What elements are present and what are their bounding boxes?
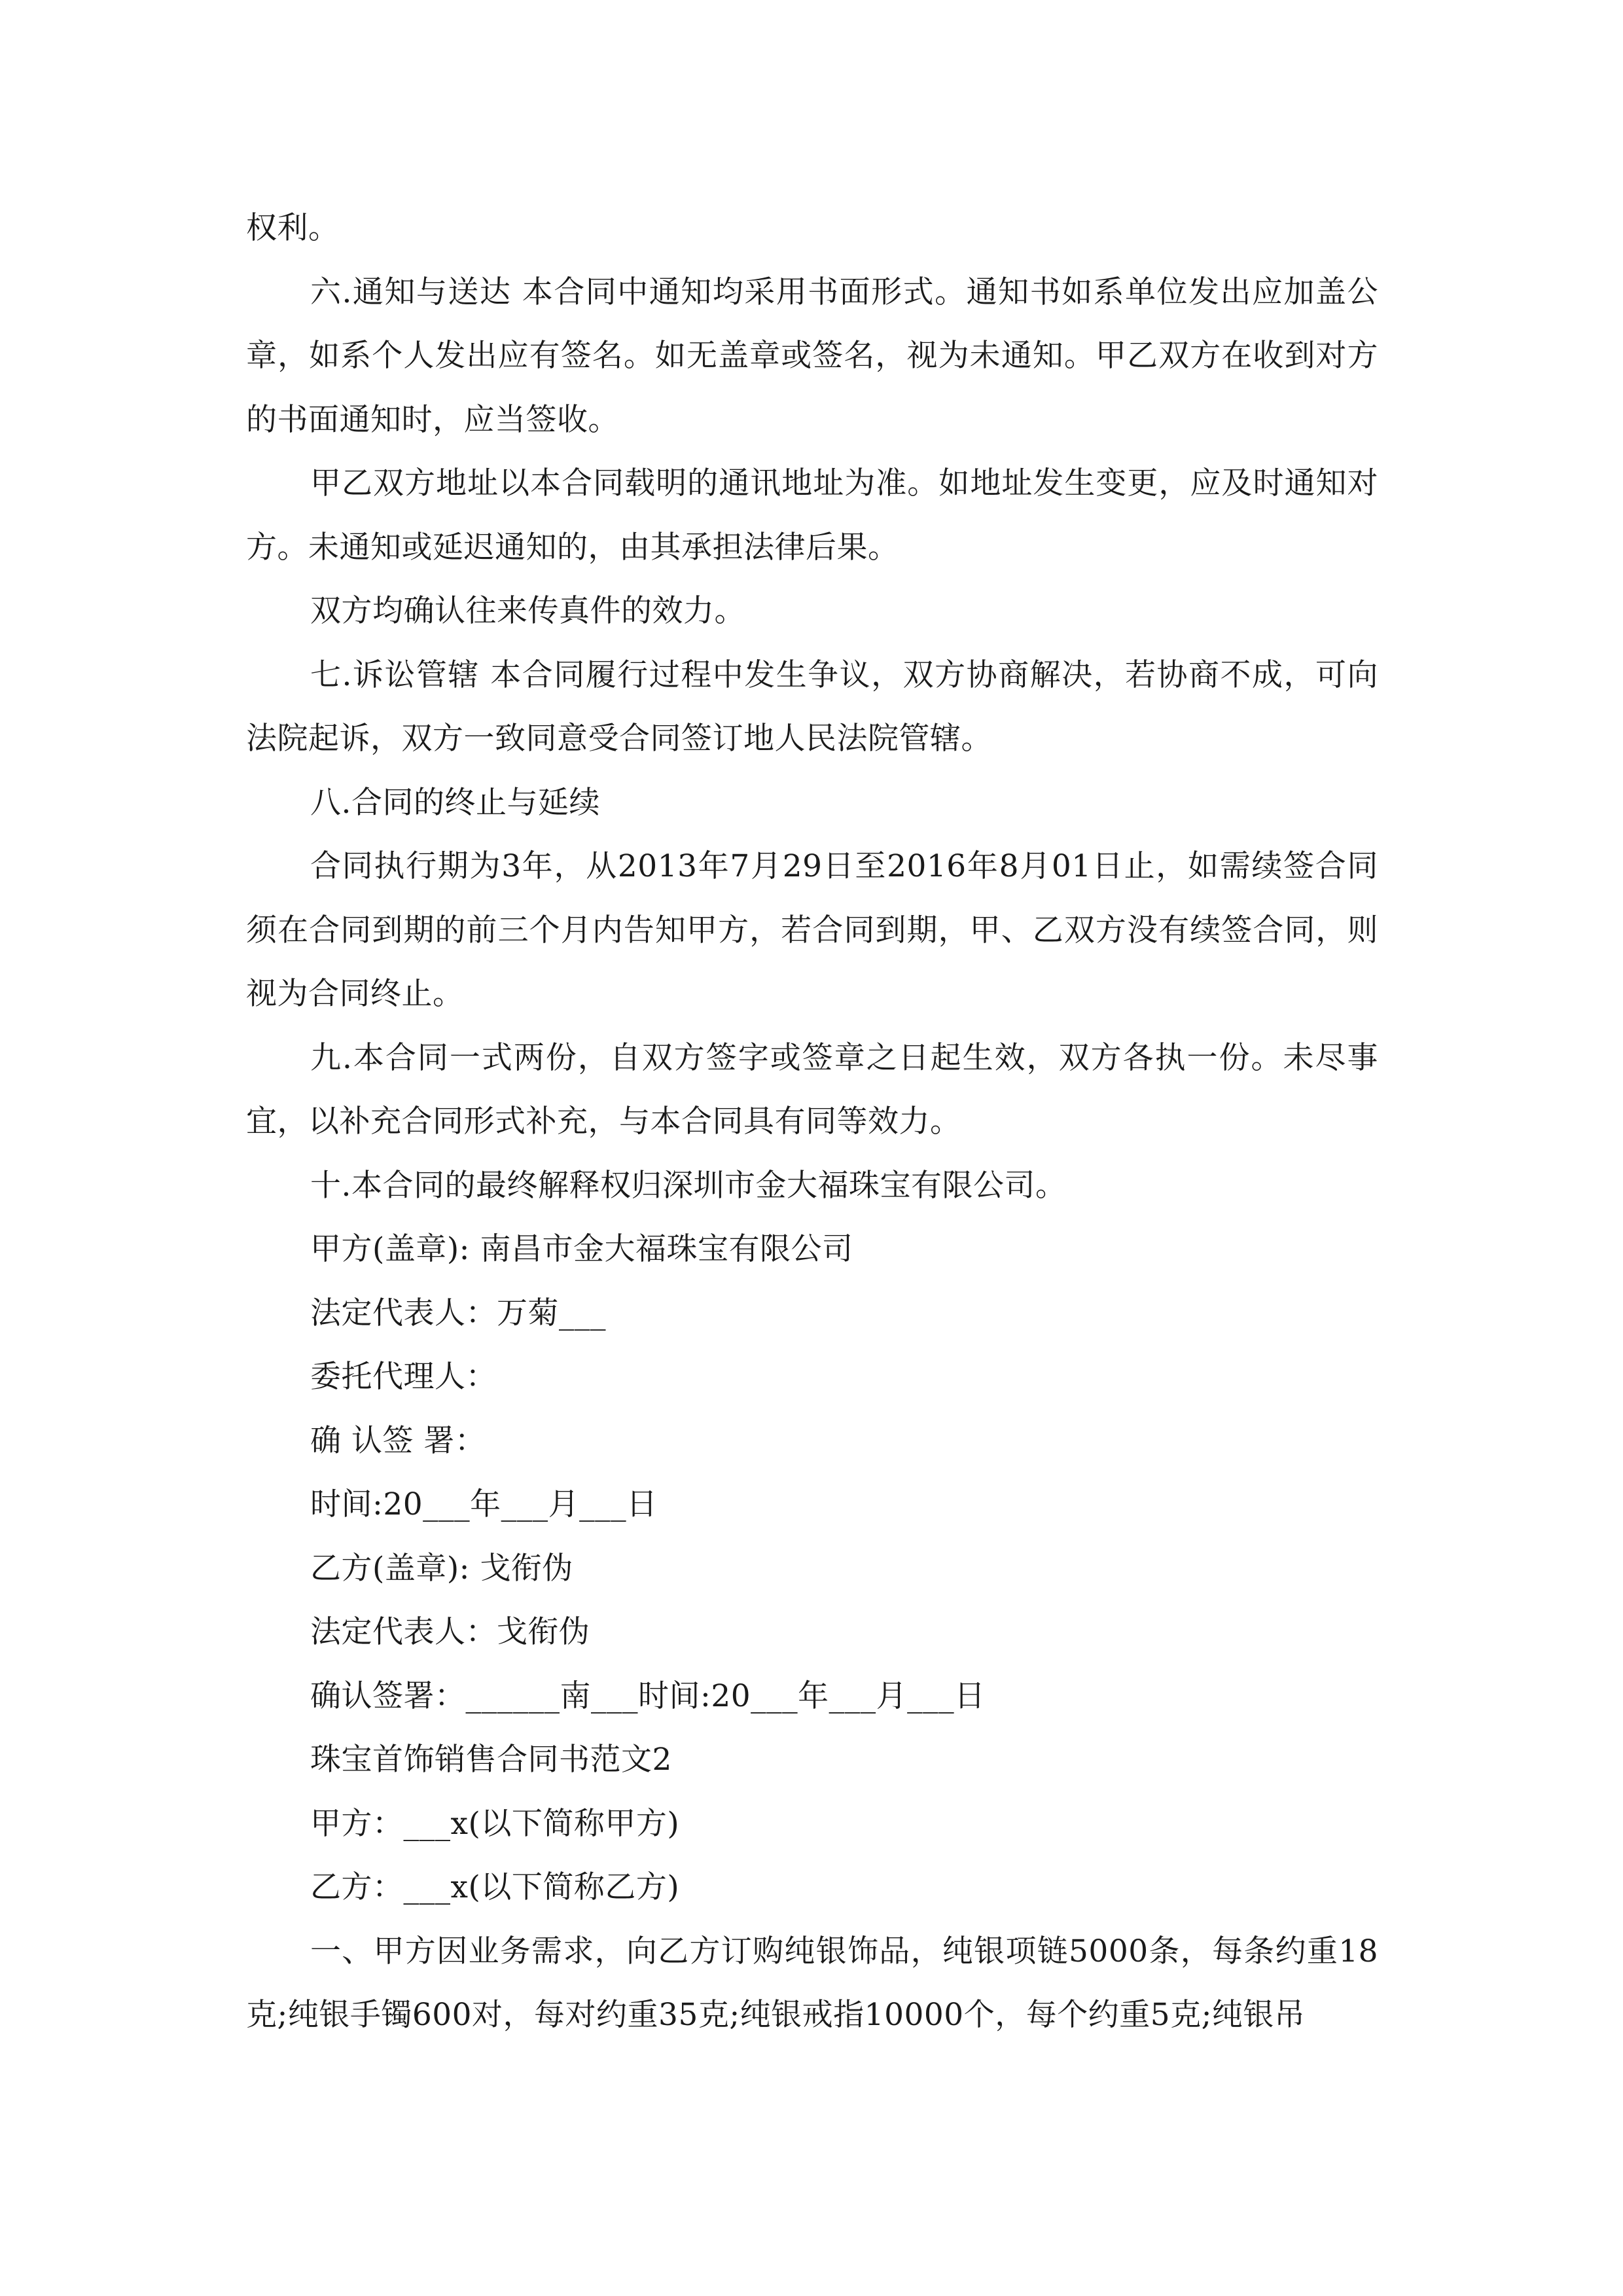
section-title-sample-2: 珠宝首饰销售合同书范文2 bbox=[310, 1742, 672, 1778]
party-a-agent: 委托代理人： bbox=[310, 1359, 497, 1395]
document-body bbox=[246, 196, 1378, 2047]
party-b-seal: 乙方(盖章): 戈衔伪 bbox=[310, 1550, 573, 1587]
paragraph-clause-8-heading: 八.合同的终止与延续 bbox=[310, 784, 600, 821]
sample-2-party-a: 甲方：___x(以下简称甲方) bbox=[310, 1805, 680, 1842]
party-b-representative: 法定代表人：戈衔伪 bbox=[310, 1614, 590, 1650]
paragraph-fax: 双方均确认往来传真件的效力。 bbox=[310, 593, 745, 629]
paragraph-clause-7: 七.诉讼管辖 本合同履行过程中发生争议，双方协商解决，若协商不成，可向法院起诉，双方一致同意受合同签订地人民法院管辖。 bbox=[246, 656, 1378, 757]
party-a-signature: 确 认签 署： bbox=[310, 1422, 486, 1459]
paragraph-clause-6: 六.通知与送达 本合同中通知均采用书面形式。通知书如系单位发出应加盖公章，如系个人发出应有签名。如无盖章或签名，视为未通知。甲乙双方在收到对方的书面通知时，应当签收。 bbox=[246, 274, 1378, 438]
party-a-representative: 法定代表人：万菊___ bbox=[310, 1295, 606, 1331]
party-a-seal: 甲方(盖章): 南昌市金大福珠宝有限公司 bbox=[310, 1231, 853, 1267]
paragraph-address: 甲乙双方地址以本合同载明的通讯地址为准。如地址发生变更，应及时通知对方。未通知或延迟通知的，由其承担法律后果。 bbox=[246, 465, 1378, 565]
paragraph-continuation: 权利。 bbox=[246, 210, 340, 246]
sample-2-party-b: 乙方：___x(以下简称乙方) bbox=[310, 1869, 680, 1905]
sample-2-clause-1: 一、甲方因业务需求，向乙方订购纯银饰品，纯银项链5000条，每条约重18克;纯银手镯600对，每对约重35克;纯银戒指10000个，每个约重5克;纯银吊 bbox=[246, 1933, 1378, 2033]
paragraph-clause-9: 九.本合同一式两份，自双方签字或签章之日起生效，双方各执一份。未尽事宜，以补充合同形式补充，与本合同具有同等效力。 bbox=[246, 1039, 1378, 1139]
paragraph-clause-10: 十.本合同的最终解释权归深圳市金大福珠宝有限公司。 bbox=[310, 1167, 1067, 1204]
party-a-date: 时间:20___年___月___日 bbox=[310, 1486, 658, 1522]
paragraph-term: 合同执行期为3年，从2013年7月29日至2016年8月01日止，如需续签合同须在合同到期的前三个月内告知甲方，若合同到期，甲、乙双方没有续签合同，则视为合同终止。 bbox=[246, 848, 1378, 1012]
party-b-signature-date: 确认签署：______南___时间:20___年___月___日 bbox=[310, 1677, 986, 1714]
